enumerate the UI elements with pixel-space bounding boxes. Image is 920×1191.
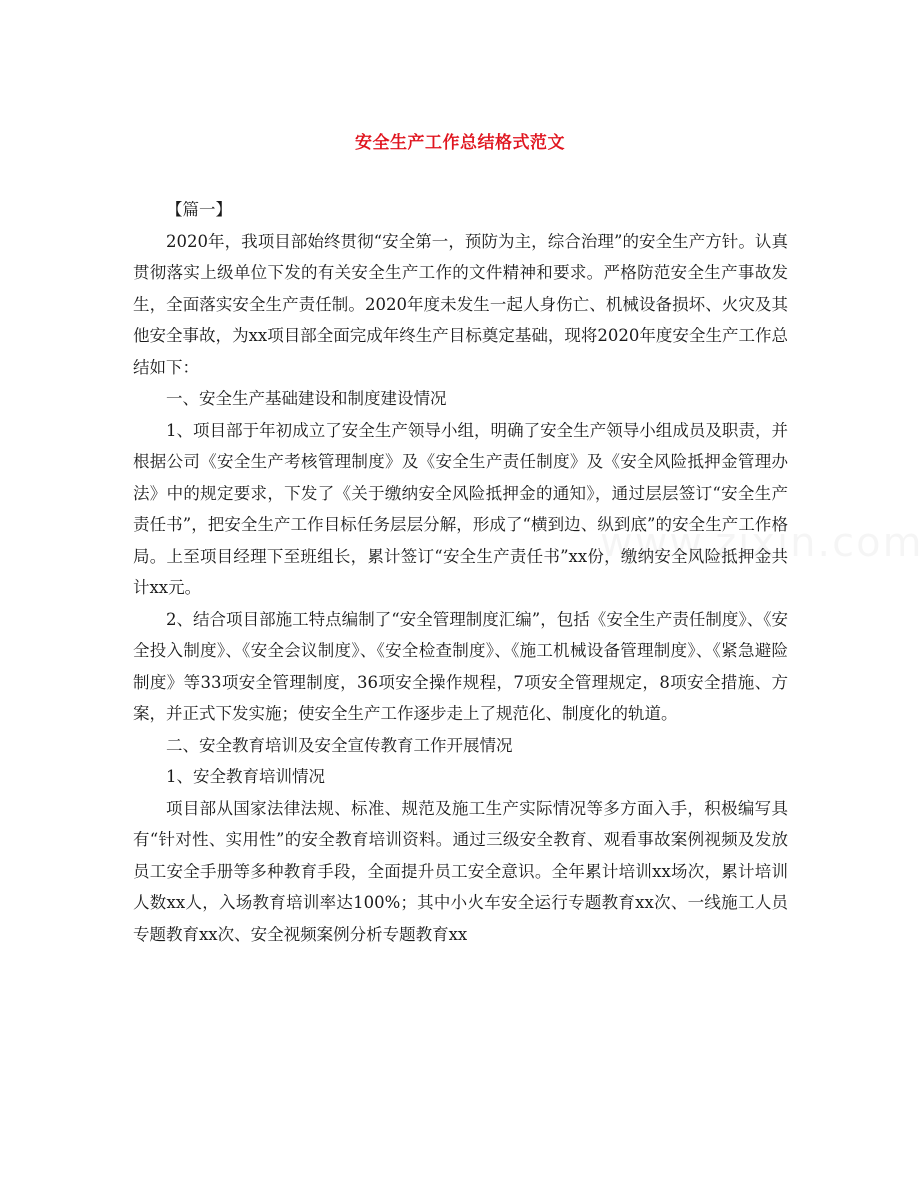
paragraph-2-1: 项目部从国家法律法规、标准、规范及施工生产实际情况等多方面入手，积极编写具有“针对性、实用性”的安全教育培训资料。通过三级安全教育、观看事故案例视频及发放员工安全手册等多种教育手段，全面提升员工安全意识。全年累计培训xx场次，累计培训人数xx人，入场教育培训率达100%；其中小火车安全运行专题教育xx次、一线施工人员专题教育xx次、安全视频案例分析专题教育xx	[133, 798, 788, 944]
section-label: 【篇一】	[166, 200, 232, 219]
heading-section-2: 二、安全教育培训及安全宣传教育工作开展情况	[166, 735, 513, 755]
paragraph-intro: 2020年，我项目部始终贯彻“安全第一，预防为主，综合治理”的安全生产方针。认真贯彻落实上级单位下发的有关安全生产工作的文件精神和要求。严格防范安全生产事故发生，全面落实安全生产责任制。2020年度未发生一起人身伤亡、机械设备损坏、火灾及其他安全事故，为xx项目部全面完成年终生产目标奠定基础，现将2020年度安全生产工作总结如下：	[133, 231, 788, 377]
paragraph-1-1: 1、项目部于年初成立了安全生产领导小组，明确了安全生产领导小组成员及职责，并根据公司《安全生产考核管理制度》及《安全生产责任制度》及《安全风险抵押金管理办法》中的规定要求，下发了《关于缴纳安全风险抵押金的通知》，通过层层签订“安全生产责任书”，把安全生产工作目标任务层层分解，形成了“横到边、纵到底”的安全生产工作格局。上至项目经理下至班组长，累计签订“安全生产责任书”xx份，缴纳安全风险抵押金共计xx元。	[133, 420, 788, 597]
document-title: 安全生产工作总结格式范文	[355, 133, 565, 153]
subheading-2-1: 1、安全教育培训情况	[166, 767, 325, 786]
heading-section-1: 一、安全生产基础建设和制度建设情况	[166, 389, 447, 408]
document-body	[133, 194, 788, 950]
paragraph-1-2: 2、结合项目部施工特点编制了“安全管理制度汇编”，包括《安全生产责任制度》、《安全投入制度》、《安全会议制度》、《安全检查制度》、《施工机械设备管理制度》、《紧急避险制度》等33项安全管理制度，36项安全操作规程，7项安全管理规定，8项安全措施、方案，并正式下发实施；使安全生产工作逐步走上了规范化、制度化的轨道。	[133, 609, 788, 723]
